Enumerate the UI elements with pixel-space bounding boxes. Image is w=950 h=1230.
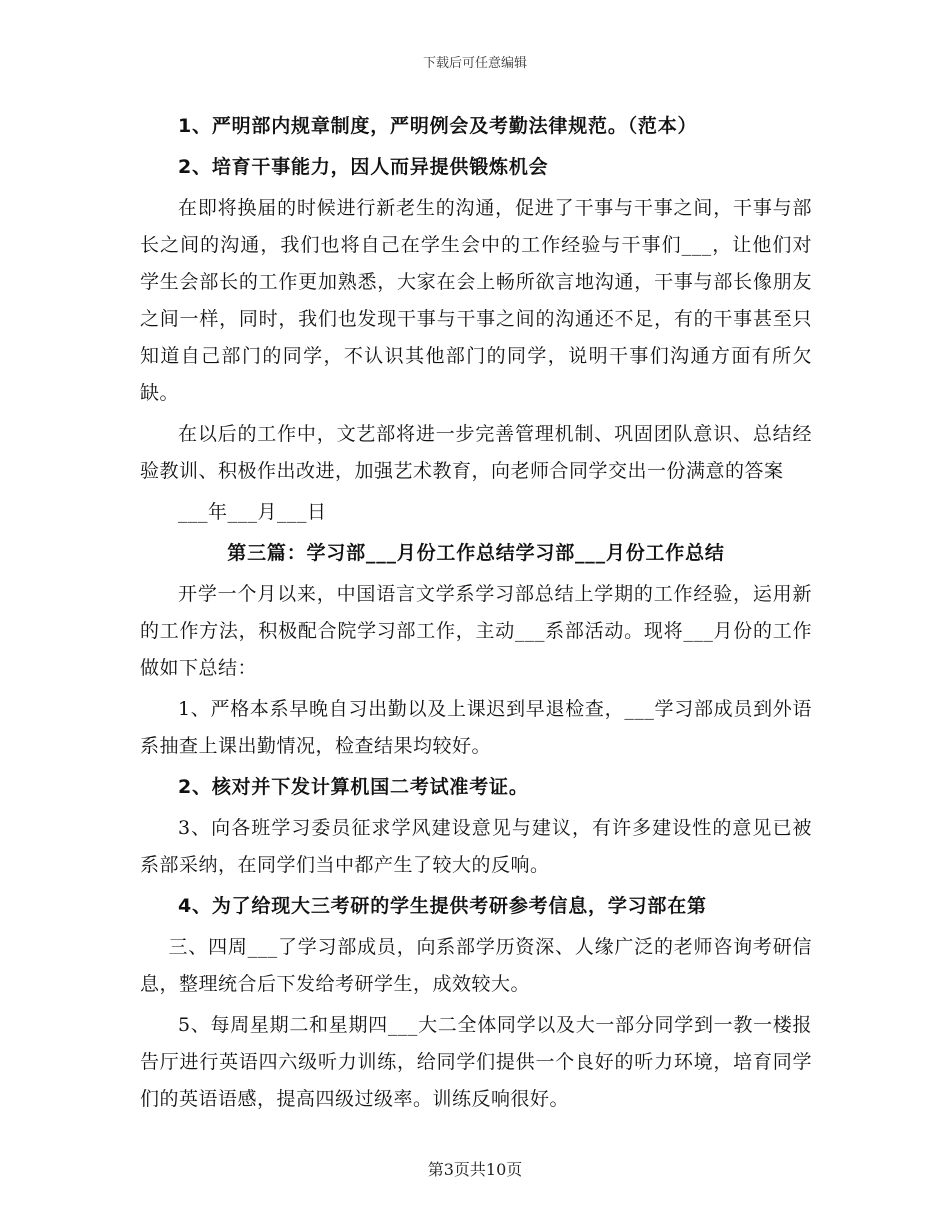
paragraph-item-4-continued: 三、四周___了学习部成员，向系部学历资深、人缘广泛的老师咨询考研信息，整理统合后下发给考研学生，成效较大。 bbox=[140, 936, 812, 995]
paragraph-item-5: 5、每周星期二和星期四___大二全体同学以及大一部分同学到一教一楼报告厅进行英语四六级听力训练，给同学们提供一个良好的听力环境，培育同学们的英语语感，提高四级过级率。训练反响很好。 bbox=[140, 1014, 812, 1110]
document-body bbox=[140, 108, 812, 1122]
paragraph-item-4: 4、为了给现大三考研的学生提供考研参考信息，学习部在第 bbox=[178, 895, 707, 917]
paragraph-item-3: 3、向各班学习委员征求学风建设意见与建议，有许多建设性的意见已被系部采纳，在同学们当中都产生了较大的反响。 bbox=[140, 817, 812, 876]
date-line: ___年___月___日 bbox=[178, 501, 327, 523]
page-number: 第3页共10页 bbox=[427, 1160, 523, 1179]
paragraph-item-2: 2、核对并下发计算机国二考试准考证。 bbox=[178, 776, 529, 798]
paragraph-rule-1: 1、严明部内规章制度，严明例会及考勤法律规范。（范本） bbox=[178, 115, 698, 137]
paragraph-future-work: 在以后的工作中，文艺部将进一步完善管理机制、巩固团队意识、总结经验教训、积极作出改进，加强艺术教育，向老师合同学交出一份满意的答案 bbox=[140, 423, 812, 482]
paragraph-item-1: 1、严格本系早晚自习出勤以及上课迟到早退检查，___学习部成员到外语系抽查上课出勤情况，检查结果均较好。 bbox=[140, 698, 812, 757]
paragraph-communication: 在即将换届的时候进行新老生的沟通，促进了干事与干事之间，干事与部长之间的沟通，我们也将自己在学生会中的工作经验与干事们___，让他们对学生会部长的工作更加熟悉，大家在会上畅所欲言地沟通，干事与部长像朋友之间一样，同时，我们也发现干事与干事之间的沟通还不足，有的干事甚至只知道自己部门的同学，不认识其他部门的同学，说明干事们沟通方面有所欠缺。 bbox=[140, 197, 812, 404]
section-title: 第三篇：学习部___月份工作总结学习部___月份工作总结 bbox=[227, 542, 725, 564]
page-header: 下载后可任意编辑 bbox=[422, 56, 527, 71]
paragraph-intro: 开学一个月以来，中国语言文学系学习部总结上学期的工作经验，运用新的工作方法，积极配合院学习部工作，主动___系部活动。现将___月份的工作做如下总结： bbox=[140, 583, 812, 679]
paragraph-rule-2: 2、培育干事能力，因人而异提供锻炼机会 bbox=[178, 156, 549, 178]
